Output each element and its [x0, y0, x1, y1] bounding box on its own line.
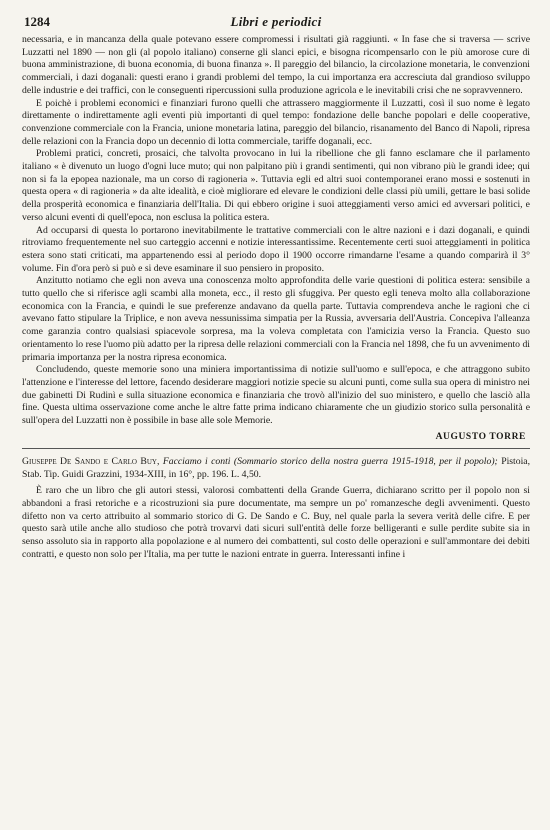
- review-reference: [22, 456, 530, 481]
- review-authors: Giuseppe De Sando e Carlo Buy,: [22, 455, 160, 467]
- review-imprint: Pistoia, Stab. Tip. Guidi Grazzini, 1934-XIII, in 16°, pp. 196. L. 4,50.: [22, 455, 531, 480]
- article-paragraph: E poichè i problemi economici e finanziari furono quelli che attrassero maggiormente il Luzzatti, così il suo nome è legato direttamente o indirettamente agli eventi più importanti di quel tempo: fondazione delle banche popolari e delle cooperative, convenzione commerciale con la Francia, unione monetaria latina, pareggio del bilancio, risanamento del Banco di Napoli, ripresa delle relazioni con la Francia dopo un decennio di lotta commerciale, tariffe doganali, ecc.: [22, 97, 530, 147]
- author-signature: AUGUSTO TORRE: [435, 431, 526, 442]
- review-paragraph: È raro che un libro che gli autori stessi, valorosi combattenti della Grande Guerra, dichiarano scritto per il popolo non si abbandoni a frasi retoriche e a ricostruzioni sia pure documentate, ma sempre un po' romanzesche degli avvenimenti. Questo difetto non va certo attribuito al sommario storico di G. De Sando e C. Buy, nel quale parla la severa verità delle cifre. E per questo sarà utile anche allo studioso che potrà trovarvi dati sicuri sull'entità delle forze belligeranti e sulle perdite subite sia in senso assoluto sia in rapporto alla popolazione e al numero dei combattenti, sul costo delle operazioni e sull'ammontare dei debiti contratti, e questo non solo per l'Italia, ma per tutte le nazioni entrate in guerra. Interessanti infine i: [22, 485, 530, 560]
- article-paragraph: Anzitutto notiamo che egli non aveva una conoscenza molto approfondita delle varie questioni di politica estera: sensibile a tutto quello che si riferisce agli scambi alla moneta, ecc., il resto gli sfuggiva. Per questo egli teneva molto alla collaborazione economica con la Francia, e quindi le sue preferenze andavano da quella parte. Tuttavia comprendeva anche le ragioni che ci avevano fatto stipulare la Triplice, e non aveva nessunissima simpatia per la Russia, avversaria dell'Austria. Concepiva l'alleanza come garanzia contro qualsiasi spiacevole sorpresa, ma la voleva completata con l'amicizia verso la Francia. Questo suo orientamento lo rese l'uomo più adatto per la ripresa delle relazioni commerciali con la Francia nel 1898, che fu un avvenimento di primaria importanza per la nostra ripresa economica.: [22, 275, 530, 363]
- running-title: Libri e periodici: [230, 14, 322, 29]
- review-title: Facciamo i conti (Sommario storico della nostra guerra 1915-1918, per il popolo);: [162, 455, 498, 467]
- section-divider: [22, 448, 530, 449]
- article-paragraph: Concludendo, queste memorie sono una miniera importantissima di notizie sull'uomo e sull'epoca, e che attraggono subito l'attenzione e l'interesse del lettore, facendo desiderare maggiori notizie specie su alcuni punti, come sulla sua opera di ministro nei due gabinetti Di Rudinì e sulla situazione economica e finanziaria che trovò all'inizio del suo ministero, e quello che lasciò alla fine. Questa ultima osservazione come anche le altre fatte prima indicano chiaramente che un giudizio storico sulla personalità e sull'opera del Luzzatti non è possibile in base alle sole Memorie.: [22, 364, 530, 427]
- running-header: [22, 14, 530, 34]
- article-paragraph: necessaria, e in mancanza della quale potevano essere compromessi i risultati già raggiunti. « In fase che si traversa — scrive Luzzatti nel 1890 — non gli (al popolo italiano) conserne gli slanci epici, e bisogna ricompensarlo con le più amorose cure di buona amministrazione, di buona economia, di buona finanza ». Il pareggio del bilancio, la circolazione monetaria, le convenzioni commerciali, i dazi doganali: questi erano i grandi problemi del tempo, la cui importanza era accresciuta dal grandioso sviluppo delle industrie e dei traffici, con le conseguenti ripercussioni sulla produzione agricola e le inevitabili crisi che ne sopravvennero.: [22, 34, 530, 96]
- article-paragraph: Problemi pratici, concreti, prosaici, che talvolta provocano in lui la ribellione che gli fanno esclamare che il parlamento italiano « è divenuto un luogo d'ogni luce muto; qui non palpitano più i grandi sentimenti, qui non vibrano più le grandi idee; qui non si fa la epopea nazionale, ma un corso di ragioneria ». Tuttavia egli ed altri suoi contemporanei erano mossi e sostenuti in questa opera « di ragioneria » da alte idealità, e cioè migliorare ed elevare le condizioni delle classi più umili, gettare le basi solide della prosperità economica e finanziaria dell'Italia. Di qui ebbero origine i suoi atteggiamenti verso amici ed avversari politici, e verso alcuni eventi di quell'epoca, non esclusa la politica estera.: [22, 148, 530, 223]
- review-body: [22, 485, 530, 561]
- article-paragraph: Ad occuparsi di questa lo portarono inevitabilmente le trattative commerciali con le altre nazioni e i dazi doganali, e quindi ritroviamo frequentemente nel suo carteggio accenni e notizie interessantissime. Recentemente certi suoi atteggiamenti in politica estera sono stati criticati, ma appartenendo essi al periodo dopo il 1900 occorre rimandarne l'esame a quando comparirà il 3° volume. Fin d'ora però si può e si deve esaminare il suo pensiero in proposito.: [22, 224, 530, 274]
- page-number: 1284: [24, 14, 50, 29]
- article-body: [22, 34, 530, 428]
